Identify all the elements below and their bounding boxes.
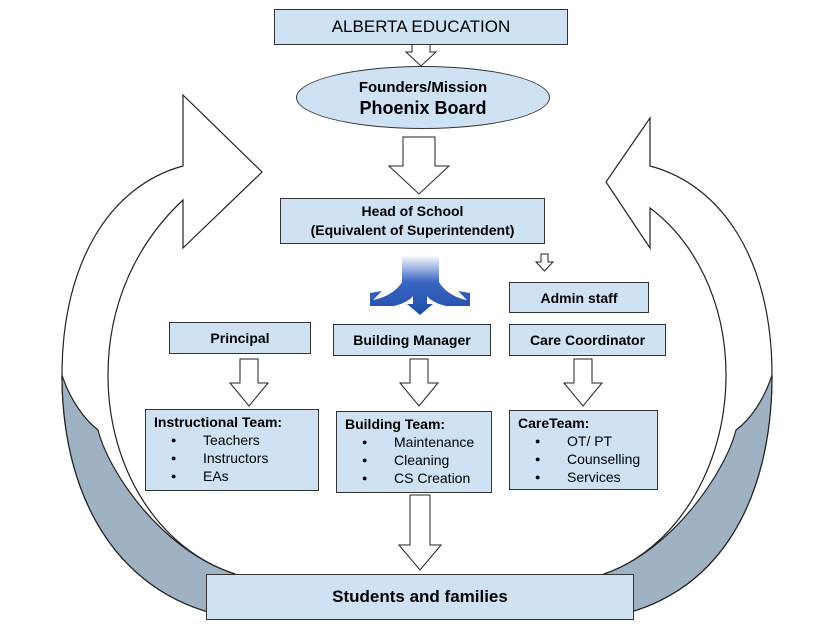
building-manager-box <box>333 324 491 356</box>
list-item: ● Teachers <box>154 431 318 449</box>
list-item: ● Maintenance <box>345 433 491 451</box>
head-line1: Head of School <box>361 203 464 219</box>
instructional-team-box <box>145 409 319 491</box>
building-manager-label: Building Manager <box>353 332 471 348</box>
principal-box <box>169 322 311 354</box>
care-team-list <box>518 432 657 486</box>
arrow-to-head <box>389 137 449 194</box>
list-item: ● OT/ PT <box>518 432 657 450</box>
list-item: ● Services <box>518 468 657 486</box>
list-item: ● Cleaning <box>345 451 491 469</box>
spread-arrow-icon <box>370 255 470 315</box>
phoenix-board-ellipse <box>296 66 550 129</box>
admin-staff-label: Admin staff <box>540 289 618 306</box>
alberta-education-box <box>274 9 568 45</box>
admin-staff-box <box>509 282 649 313</box>
care-coordinator-label: Care Coordinator <box>529 332 646 348</box>
board-line1: Founders/Mission <box>358 78 488 96</box>
principal-label: Principal <box>210 330 270 346</box>
arrow-to-building-team <box>400 359 438 406</box>
board-line2: Phoenix Board <box>359 97 487 118</box>
care-team-box <box>509 410 658 490</box>
list-item: ● EAs <box>154 467 318 485</box>
arrow-to-care-team <box>564 359 602 406</box>
arrow-to-instructional-team <box>230 359 268 406</box>
head-line2: (Equivalent of Superintendent) <box>310 222 515 238</box>
arrow-to-board <box>406 44 436 66</box>
building-team-box <box>336 411 492 493</box>
alberta-education-label: ALBERTA EDUCATION <box>331 17 511 36</box>
list-item: ● Counselling <box>518 450 657 468</box>
students-families-label: Students and families <box>332 587 508 606</box>
students-families-box <box>206 574 634 620</box>
building-team-title: Building Team: <box>345 416 446 432</box>
arrow-to-admin <box>536 254 553 271</box>
list-item: ● Instructors <box>154 449 318 467</box>
arrow-to-students <box>399 495 441 570</box>
instructional-team-list <box>154 431 318 485</box>
head-of-school-box <box>280 198 545 244</box>
instructional-team-title: Instructional Team: <box>154 414 283 430</box>
building-team-list <box>345 433 491 487</box>
list-item: ● CS Creation <box>345 469 491 487</box>
care-team-title: CareTeam: <box>518 415 590 431</box>
care-coordinator-box <box>509 324 666 356</box>
